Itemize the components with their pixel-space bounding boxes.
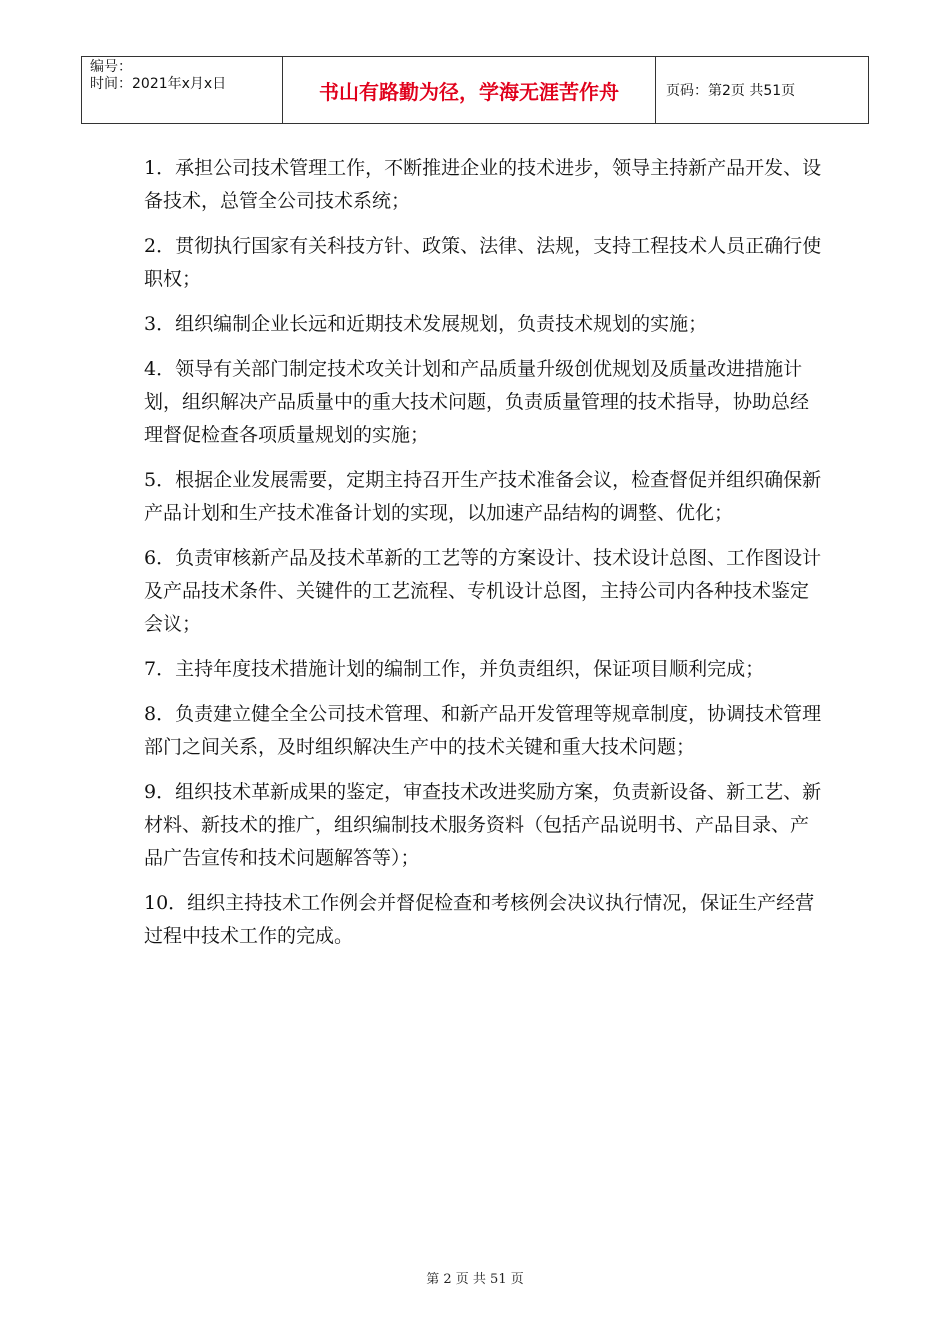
document-body xyxy=(144,152,824,965)
list-item: 10．组织主持技术工作例会并督促检查和考核例会决议执行情况，保证生产经营过程中技术工作的完成。 xyxy=(144,892,815,947)
motto-text: 书山有路勤为径，学海无涯苦作舟 xyxy=(319,79,619,104)
time-label: 时间：2021年x月x日 xyxy=(90,76,227,92)
list-item: 4．领导有关部门制定技术攻关计划和产品质量升级创优规划及质量改进措施计划，组织解决产品质量中的重大技术问题，负责质量管理的技术指导，协助总经理督促检查各项质量规划的实施； xyxy=(144,358,810,446)
header-info-cell xyxy=(82,57,283,123)
number-label: 编号： xyxy=(90,59,132,75)
header-page-cell xyxy=(656,57,868,123)
page-footer: 第 2 页 共 51 页 xyxy=(426,1272,524,1287)
header-table xyxy=(81,56,869,124)
list-item: 9．组织技术革新成果的鉴定，审查技术改进奖励方案，负责新设备、新工艺、新材料、新技术的推广，组织编制技术服务资料（包括产品说明书、产品目录、产品广告宣传和技术问题解答等）； xyxy=(144,781,822,869)
list-item: 6．负责审核新产品及技术革新的工艺等的方案设计、技术设计总图、工作图设计及产品技术条件、关键件的工艺流程、专机设计总图，主持公司内各种技术鉴定会议； xyxy=(144,547,822,635)
list-item: 1．承担公司技术管理工作，不断推进企业的技术进步，领导主持新产品开发、设备技术，总管全公司技术系统； xyxy=(144,157,822,212)
list-item: 8．负责建立健全全公司技术管理、和新产品开发管理等规章制度，协调技术管理部门之间关系，及时组织解决生产中的技术关键和重大技术问题； xyxy=(144,703,822,758)
header-motto-cell xyxy=(283,57,656,123)
list-item: 5．根据企业发展需要，定期主持召开生产技术准备会议，检查督促并组织确保新产品计划和生产技术准备计划的实现，以加速产品结构的调整、优化； xyxy=(144,469,822,524)
list-item: 7．主持年度技术措施计划的编制工作，并负责组织，保证项目顺利完成； xyxy=(144,658,765,680)
list-item: 3．组织编制企业长远和近期技术发展规划，负责技术规划的实施； xyxy=(144,313,708,335)
page-code: 页码：第2页 共51页 xyxy=(666,83,796,99)
list-item: 2．贯彻执行国家有关科技方针、政策、法律、法规，支持工程技术人员正确行使职权； xyxy=(144,235,822,290)
